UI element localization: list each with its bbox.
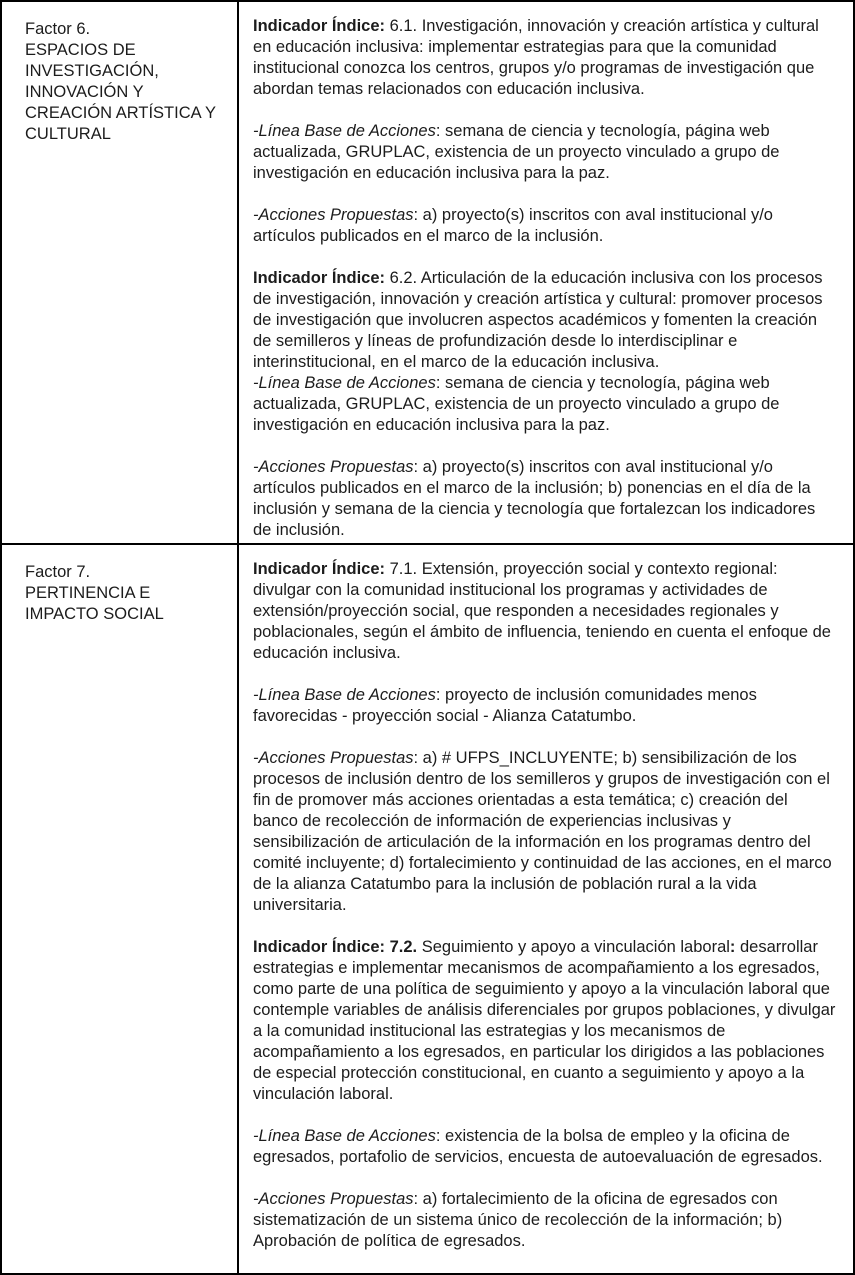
indicator-paragraph: [253, 748, 837, 916]
factor-name-line: IMPACTO SOCIAL: [25, 605, 164, 623]
body-text: : a) proyecto(s) inscritos con aval institucional y/o artículos publicados en el marco de la inclusión.: [253, 206, 773, 245]
body-text: : semana de ciencia y tecnología, página web actualizada, GRUPLAC, existencia de un proyecto vinculado a grupo de investigación en educación inclusiva para la paz.: [253, 374, 780, 434]
body-text: : a) # UFPS_INCLUYENTE; b) sensibilización de los procesos de inclusión dentro de los semilleros y grupos de investigación con el fin de promover más acciones orientadas a esta temática; c) creación del banco de recolección de información de experiencias inclusivas y sensibilización de articulación de la información en los programas dentro del comité incluyente; d) fortalecimiento y continuidad de las acciones, en el marco de la alianza Catatumbo para la inclusión de población rural a la vida universitaria.: [253, 749, 832, 914]
table-row: [2, 2, 853, 545]
indicator-paragraph: [253, 16, 837, 100]
indicator-paragraph: [253, 1189, 837, 1252]
body-text: : a) fortalecimiento de la oficina de egresados con sistematización de un sistema único de recolección de la información; b) Aprobación de política de egresados.: [253, 1190, 783, 1250]
body-text: 6.1. Investigación, innovación y creación artística y cultural en educación inclusiva: implementar estrategias para que la comunidad institucional conozca los centros, grupos y/o programas de investigación que abordan temas relacionados con educación inclusiva.: [253, 17, 819, 98]
indicator-content-cell: [239, 2, 853, 543]
bold-text: Indicador Índice:: [253, 17, 390, 35]
factor-title-cell: [2, 2, 239, 543]
factor-name-line: INVESTIGACIÓN,: [25, 62, 159, 80]
italic-label: -Acciones Propuestas: [253, 749, 414, 767]
table-row: [2, 545, 853, 1273]
indicator-paragraph: [253, 121, 837, 184]
factor-name-line: CULTURAL: [25, 125, 111, 143]
indicator-paragraph: [253, 205, 837, 247]
italic-label: -Acciones Propuestas: [253, 1190, 414, 1208]
factor-name-line: CREACIÓN ARTÍSTICA Y: [25, 104, 217, 122]
body-text: Seguimiento y apoyo a vinculación laboral: [421, 938, 730, 956]
factor-title-cell: [2, 545, 239, 1273]
body-text: desarrollar estrategias e implementar mecanismos de acompañamiento a los egresados, como parte de una política de seguimiento y apoyo a la vinculación laboral que contemple variables de análisis diferenciales por grupos poblaciones, y divulgar a la comunidad institucional las estrategias y los mecanismos de acompañamiento a los egresados, en particular los dirigidos a las poblaciones de especial protección constitucional, en cuanto a seguimiento y apoyo a la vinculación laboral.: [253, 938, 836, 1103]
indicator-paragraph: [253, 685, 837, 727]
body-text: : semana de ciencia y tecnología, página web actualizada, GRUPLAC, existencia de un proyecto vinculado a grupo de investigación en educación inclusiva para la paz.: [253, 122, 780, 182]
indicator-paragraph: [253, 937, 837, 1105]
italic-label: -Línea Base de Acciones: [253, 122, 436, 140]
body-text: : a) proyecto(s) inscritos con aval institucional y/o artículos publicados en el marco de la inclusión; b) ponencias en el día de la inclusión y semana de la ciencia y tecnología que fortalezcan los indicadores de inclusión.: [253, 458, 816, 539]
factor-name-line: INNOVACIÓN Y: [25, 83, 144, 101]
body-text: 7.1. Extensión, proyección social y contexto regional: divulgar con la comunidad institucional los programas y actividades de extensión/proyección social, que responden a necesidades regionales y poblacionales, según el ámbito de influencia, teniendo en cuenta el enfoque de educación inclusiva.: [253, 560, 831, 662]
bold-text: :: [729, 938, 736, 956]
factor-name-line: ESPACIOS DE: [25, 41, 136, 59]
indicator-paragraph: [253, 268, 837, 373]
italic-label: -Acciones Propuestas: [253, 206, 414, 224]
indicator-paragraph: [253, 373, 837, 436]
indicator-paragraph: [253, 457, 837, 541]
italic-label: -Línea Base de Acciones: [253, 374, 436, 392]
indicator-content-cell: [239, 545, 853, 1273]
bold-text: Indicador Índice:: [253, 560, 390, 578]
body-text: : proyecto de inclusión comunidades menos favorecidas - proyección social - Alianza Catatumbo.: [253, 686, 757, 725]
factor-number: Factor 6.: [25, 20, 91, 38]
italic-label: -Línea Base de Acciones: [253, 686, 436, 704]
indicator-paragraph: [253, 1126, 837, 1168]
body-text: : existencia de la bolsa de empleo y la oficina de egresados, portafolio de servicios, encuesta de autoevaluación de egresados.: [253, 1127, 823, 1166]
factor-number: Factor 7.: [25, 563, 91, 581]
bold-text: Indicador Índice: 7.2.: [253, 938, 422, 956]
italic-label: -Acciones Propuestas: [253, 458, 414, 476]
italic-label: -Línea Base de Acciones: [253, 1127, 436, 1145]
indicator-paragraph: [253, 559, 837, 664]
factor-name-line: PERTINENCIA E: [25, 584, 151, 602]
bold-text: Indicador Índice:: [253, 269, 390, 287]
body-text: 6.2. Articulación de la educación inclusiva con los procesos de investigación, innovación y creación artística y cultural: promover procesos de investigación que involucren aspectos académicos y fomenten la creación de semilleros y líneas de profundización desde lo interdisciplinar e interinstitucional, en el marco de la educación inclusiva.: [253, 269, 823, 371]
